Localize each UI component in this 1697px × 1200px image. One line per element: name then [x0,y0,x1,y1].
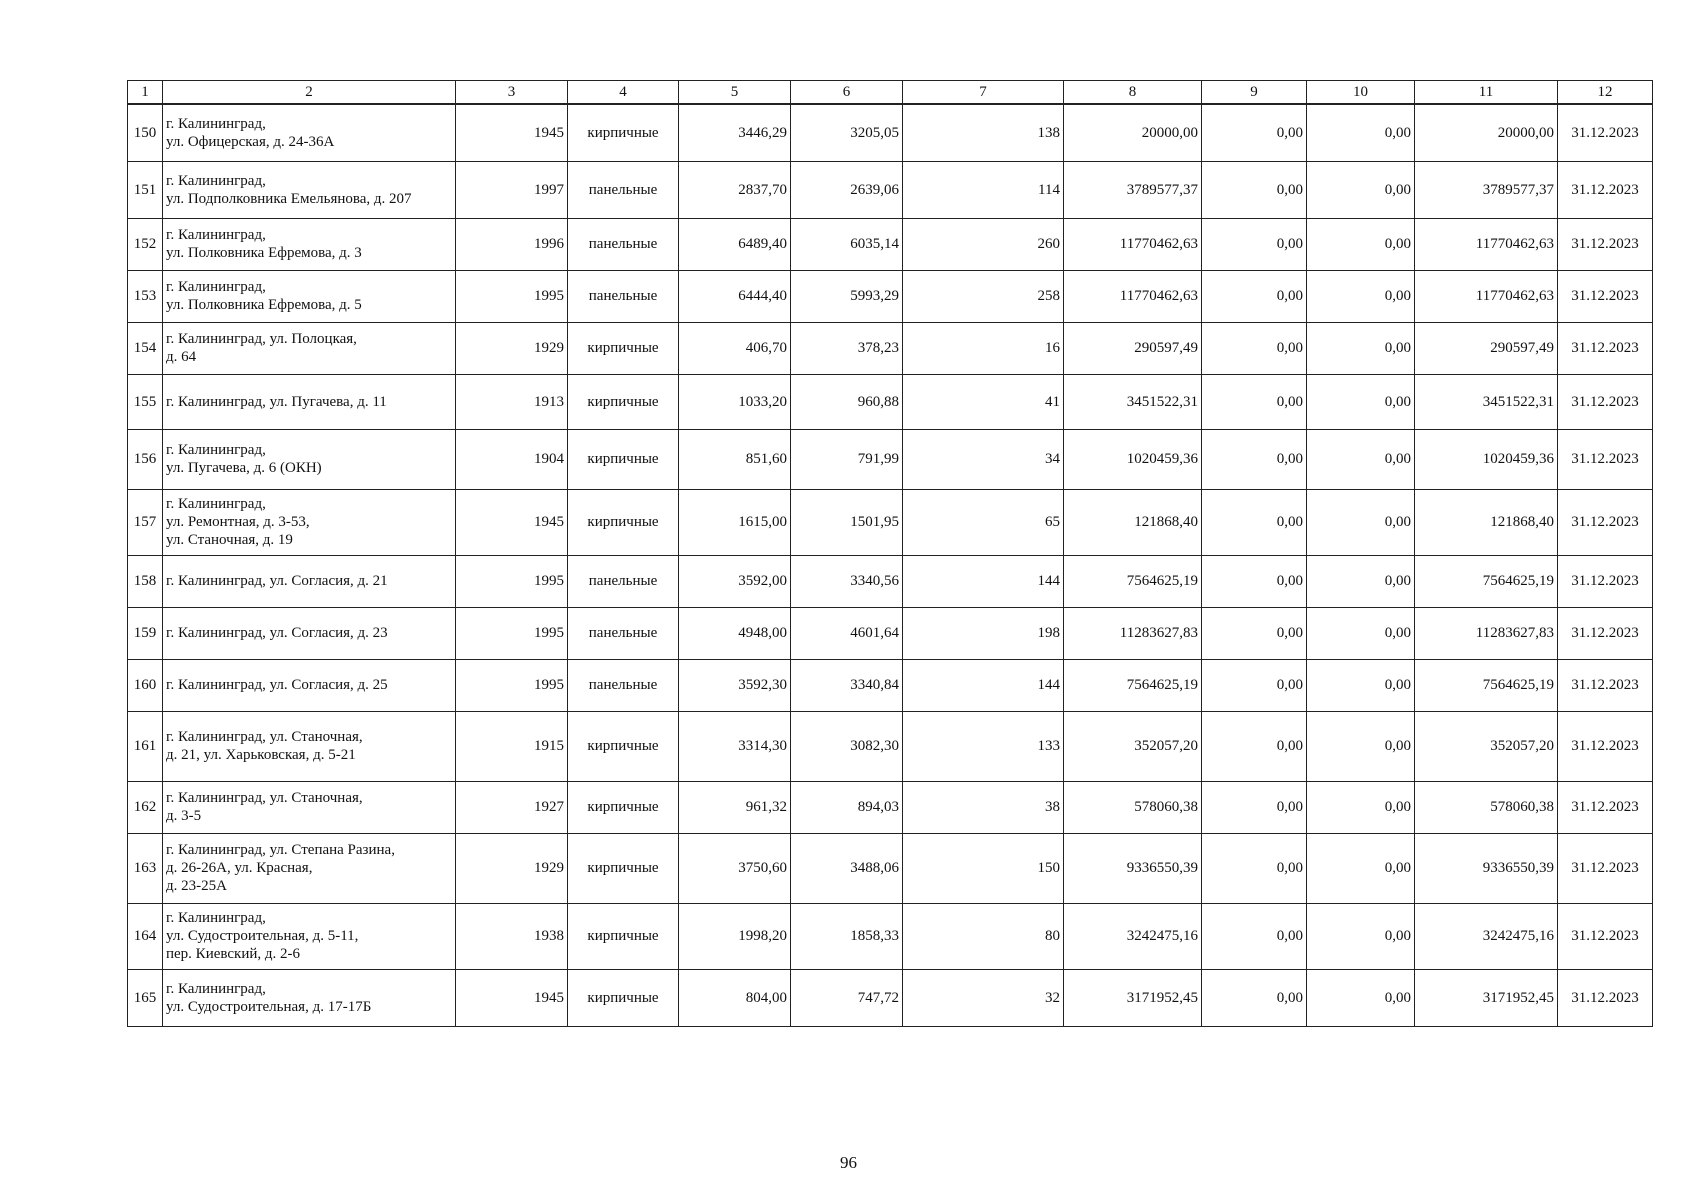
col7-cell: 16 [903,322,1064,374]
row-number: 160 [128,659,163,711]
address-cell: г. Калининград, ул. Полоцкая, д. 64 [163,322,456,374]
year-cell: 1995 [456,607,568,659]
col7-cell: 34 [903,429,1064,489]
col7-cell: 80 [903,903,1064,969]
col9-cell: 0,00 [1202,322,1307,374]
col10-cell: 0,00 [1307,659,1415,711]
table-row [128,489,1653,555]
table-row [128,555,1653,607]
col5-cell: 851,60 [679,429,791,489]
table-row [128,659,1653,711]
col10-cell: 0,00 [1307,489,1415,555]
row-number: 164 [128,903,163,969]
date-cell: 31.12.2023 [1558,104,1653,161]
column-header: 12 [1558,81,1653,105]
col9-cell: 0,00 [1202,659,1307,711]
col11-cell: 290597,49 [1415,322,1558,374]
year-cell: 1995 [456,555,568,607]
col11-cell: 20000,00 [1415,104,1558,161]
row-number: 152 [128,218,163,270]
col6-cell: 960,88 [791,374,903,429]
address-cell: г. Калининград, ул. Согласия, д. 23 [163,607,456,659]
table-row [128,218,1653,270]
col7-cell: 41 [903,374,1064,429]
year-cell: 1913 [456,374,568,429]
col5-cell: 3592,30 [679,659,791,711]
date-cell: 31.12.2023 [1558,659,1653,711]
col9-cell: 0,00 [1202,555,1307,607]
material-cell: кирпичные [568,322,679,374]
row-number: 151 [128,161,163,218]
col11-cell: 11770462,63 [1415,218,1558,270]
table-row [128,104,1653,161]
address-cell: г. Калининград, ул. Судостроительная, д. 5-11, пер. Киевский, д. 2-6 [163,903,456,969]
col10-cell: 0,00 [1307,781,1415,833]
row-number: 161 [128,711,163,781]
col6-cell: 6035,14 [791,218,903,270]
address-cell: г. Калининград, ул. Офицерская, д. 24-36А [163,104,456,161]
col11-cell: 9336550,39 [1415,833,1558,903]
year-cell: 1995 [456,270,568,322]
column-header: 9 [1202,81,1307,105]
col6-cell: 3205,05 [791,104,903,161]
year-cell: 1915 [456,711,568,781]
col5-cell: 406,70 [679,322,791,374]
col6-cell: 3340,56 [791,555,903,607]
col10-cell: 0,00 [1307,903,1415,969]
table-row [128,969,1653,1026]
col5-cell: 1615,00 [679,489,791,555]
col9-cell: 0,00 [1202,607,1307,659]
col7-cell: 114 [903,161,1064,218]
col11-cell: 3789577,37 [1415,161,1558,218]
address-cell: г. Калининград, ул. Степана Разина, д. 26-26А, ул. Красная, д. 23-25А [163,833,456,903]
col10-cell: 0,00 [1307,711,1415,781]
table-row [128,607,1653,659]
col10-cell: 0,00 [1307,555,1415,607]
material-cell: кирпичные [568,781,679,833]
col8-cell: 20000,00 [1064,104,1202,161]
address-cell: г. Калининград, ул. Согласия, д. 21 [163,555,456,607]
col7-cell: 138 [903,104,1064,161]
column-header: 6 [791,81,903,105]
material-cell: кирпичные [568,489,679,555]
col5-cell: 3592,00 [679,555,791,607]
row-number: 153 [128,270,163,322]
col8-cell: 7564625,19 [1064,659,1202,711]
col11-cell: 7564625,19 [1415,555,1558,607]
address-cell: г. Калининград, ул. Пугачева, д. 11 [163,374,456,429]
address-cell: г. Калининград, ул. Станочная, д. 3-5 [163,781,456,833]
col6-cell: 3340,84 [791,659,903,711]
col9-cell: 0,00 [1202,903,1307,969]
year-cell: 1997 [456,161,568,218]
material-cell: панельные [568,270,679,322]
col5-cell: 4948,00 [679,607,791,659]
col6-cell: 1501,95 [791,489,903,555]
col9-cell: 0,00 [1202,429,1307,489]
col7-cell: 144 [903,659,1064,711]
col10-cell: 0,00 [1307,322,1415,374]
col5-cell: 3750,60 [679,833,791,903]
table-row [128,711,1653,781]
table-row [128,429,1653,489]
date-cell: 31.12.2023 [1558,161,1653,218]
year-cell: 1945 [456,969,568,1026]
table-row [128,781,1653,833]
col11-cell: 3171952,45 [1415,969,1558,1026]
col6-cell: 791,99 [791,429,903,489]
year-cell: 1938 [456,903,568,969]
date-cell: 31.12.2023 [1558,833,1653,903]
row-number: 154 [128,322,163,374]
col6-cell: 2639,06 [791,161,903,218]
date-cell: 31.12.2023 [1558,322,1653,374]
col11-cell: 3451522,31 [1415,374,1558,429]
col10-cell: 0,00 [1307,161,1415,218]
material-cell: кирпичные [568,969,679,1026]
material-cell: кирпичные [568,833,679,903]
col8-cell: 11770462,63 [1064,218,1202,270]
column-header: 7 [903,81,1064,105]
col6-cell: 747,72 [791,969,903,1026]
col8-cell: 578060,38 [1064,781,1202,833]
col9-cell: 0,00 [1202,781,1307,833]
col8-cell: 11283627,83 [1064,607,1202,659]
col10-cell: 0,00 [1307,833,1415,903]
col5-cell: 3446,29 [679,104,791,161]
table-row [128,161,1653,218]
address-cell: г. Калининград, ул. Станочная, д. 21, ул. Харьковская, д. 5-21 [163,711,456,781]
col7-cell: 198 [903,607,1064,659]
material-cell: панельные [568,555,679,607]
address-cell: г. Калининград, ул. Подполковника Емельянова, д. 207 [163,161,456,218]
year-cell: 1929 [456,833,568,903]
col10-cell: 0,00 [1307,607,1415,659]
col11-cell: 11770462,63 [1415,270,1558,322]
col9-cell: 0,00 [1202,833,1307,903]
col9-cell: 0,00 [1202,270,1307,322]
date-cell: 31.12.2023 [1558,374,1653,429]
col7-cell: 133 [903,711,1064,781]
column-header: 3 [456,81,568,105]
address-cell: г. Калининград, ул. Полковника Ефремова, д. 5 [163,270,456,322]
row-number: 157 [128,489,163,555]
date-cell: 31.12.2023 [1558,711,1653,781]
col7-cell: 150 [903,833,1064,903]
column-header: 4 [568,81,679,105]
date-cell: 31.12.2023 [1558,781,1653,833]
material-cell: панельные [568,218,679,270]
col5-cell: 961,32 [679,781,791,833]
material-cell: панельные [568,607,679,659]
col5-cell: 3314,30 [679,711,791,781]
address-cell: г. Калининград, ул. Полковника Ефремова, д. 3 [163,218,456,270]
date-cell: 31.12.2023 [1558,218,1653,270]
page-number: 96 [840,1153,857,1172]
col10-cell: 0,00 [1307,218,1415,270]
year-cell: 1904 [456,429,568,489]
col6-cell: 5993,29 [791,270,903,322]
col11-cell: 11283627,83 [1415,607,1558,659]
table-row [128,270,1653,322]
row-number: 165 [128,969,163,1026]
year-cell: 1996 [456,218,568,270]
col11-cell: 121868,40 [1415,489,1558,555]
col8-cell: 3451522,31 [1064,374,1202,429]
col9-cell: 0,00 [1202,161,1307,218]
col6-cell: 894,03 [791,781,903,833]
year-cell: 1945 [456,489,568,555]
col8-cell: 3789577,37 [1064,161,1202,218]
col8-cell: 352057,20 [1064,711,1202,781]
column-header: 1 [128,81,163,105]
table-row [128,903,1653,969]
row-number: 159 [128,607,163,659]
column-header: 10 [1307,81,1415,105]
table-row [128,322,1653,374]
year-cell: 1945 [456,104,568,161]
col8-cell: 7564625,19 [1064,555,1202,607]
col7-cell: 260 [903,218,1064,270]
col9-cell: 0,00 [1202,969,1307,1026]
col5-cell: 1998,20 [679,903,791,969]
column-header: 5 [679,81,791,105]
col8-cell: 121868,40 [1064,489,1202,555]
date-cell: 31.12.2023 [1558,607,1653,659]
col9-cell: 0,00 [1202,711,1307,781]
table-row [128,833,1653,903]
address-cell: г. Калининград, ул. Ремонтная, д. 3-53, ул. Станочная, д. 19 [163,489,456,555]
date-cell: 31.12.2023 [1558,555,1653,607]
col6-cell: 378,23 [791,322,903,374]
address-cell: г. Калининград, ул. Согласия, д. 25 [163,659,456,711]
col11-cell: 7564625,19 [1415,659,1558,711]
material-cell: кирпичные [568,374,679,429]
col8-cell: 1020459,36 [1064,429,1202,489]
row-number: 162 [128,781,163,833]
year-cell: 1927 [456,781,568,833]
col5-cell: 804,00 [679,969,791,1026]
col10-cell: 0,00 [1307,969,1415,1026]
col9-cell: 0,00 [1202,218,1307,270]
col7-cell: 32 [903,969,1064,1026]
col10-cell: 0,00 [1307,270,1415,322]
date-cell: 31.12.2023 [1558,270,1653,322]
col10-cell: 0,00 [1307,104,1415,161]
column-header: 11 [1415,81,1558,105]
col6-cell: 3488,06 [791,833,903,903]
row-number: 155 [128,374,163,429]
housing-table [127,80,1653,1027]
col6-cell: 4601,64 [791,607,903,659]
col9-cell: 0,00 [1202,104,1307,161]
column-header: 8 [1064,81,1202,105]
material-cell: кирпичные [568,104,679,161]
col8-cell: 290597,49 [1064,322,1202,374]
col10-cell: 0,00 [1307,374,1415,429]
col7-cell: 38 [903,781,1064,833]
col7-cell: 144 [903,555,1064,607]
col9-cell: 0,00 [1202,374,1307,429]
col5-cell: 6444,40 [679,270,791,322]
col8-cell: 9336550,39 [1064,833,1202,903]
col8-cell: 11770462,63 [1064,270,1202,322]
date-cell: 31.12.2023 [1558,903,1653,969]
date-cell: 31.12.2023 [1558,489,1653,555]
material-cell: панельные [568,161,679,218]
material-cell: кирпичные [568,903,679,969]
col8-cell: 3171952,45 [1064,969,1202,1026]
row-number: 163 [128,833,163,903]
table-row [128,374,1653,429]
col11-cell: 578060,38 [1415,781,1558,833]
table-body [128,104,1653,1026]
year-cell: 1929 [456,322,568,374]
date-cell: 31.12.2023 [1558,969,1653,1026]
col11-cell: 1020459,36 [1415,429,1558,489]
row-number: 150 [128,104,163,161]
date-cell: 31.12.2023 [1558,429,1653,489]
column-number-row [128,81,1653,105]
col5-cell: 1033,20 [679,374,791,429]
col5-cell: 2837,70 [679,161,791,218]
year-cell: 1995 [456,659,568,711]
row-number: 156 [128,429,163,489]
col11-cell: 3242475,16 [1415,903,1558,969]
material-cell: кирпичные [568,711,679,781]
address-cell: г. Калининград, ул. Пугачева, д. 6 (ОКН) [163,429,456,489]
col7-cell: 65 [903,489,1064,555]
col6-cell: 1858,33 [791,903,903,969]
col6-cell: 3082,30 [791,711,903,781]
col5-cell: 6489,40 [679,218,791,270]
col7-cell: 258 [903,270,1064,322]
col9-cell: 0,00 [1202,489,1307,555]
col8-cell: 3242475,16 [1064,903,1202,969]
col10-cell: 0,00 [1307,429,1415,489]
material-cell: кирпичные [568,429,679,489]
column-header: 2 [163,81,456,105]
address-cell: г. Калининград, ул. Судостроительная, д. 17-17Б [163,969,456,1026]
material-cell: панельные [568,659,679,711]
row-number: 158 [128,555,163,607]
col11-cell: 352057,20 [1415,711,1558,781]
